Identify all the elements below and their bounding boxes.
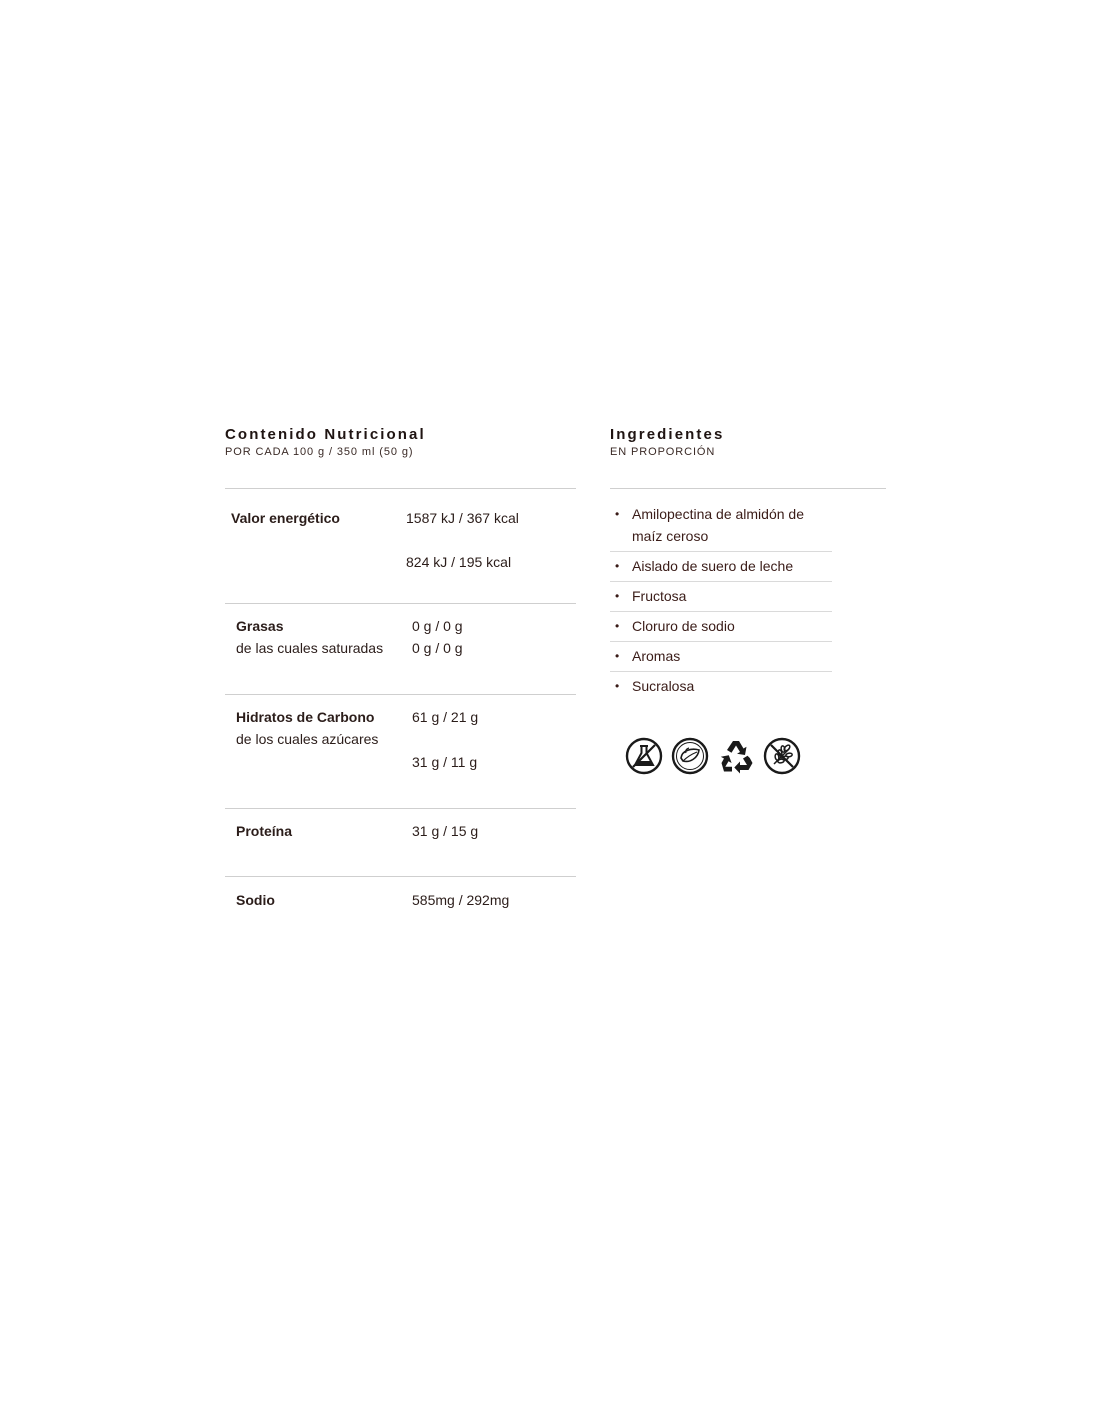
nutrition-label: Proteína: [236, 823, 293, 839]
gluten-free-icon: [762, 736, 802, 776]
ingredient-label: Aromas: [632, 648, 681, 664]
ingredients-title: Ingredientes: [610, 426, 725, 443]
ingredients-subtitle: EN PROPORCIÓN: [610, 446, 716, 458]
nutrition-section: [225, 426, 576, 908]
ingredient-label: Fructosa: [632, 588, 687, 604]
nutrition-row-protein: [225, 808, 576, 876]
nutrition-value: 585mg / 292mg: [412, 892, 510, 908]
list-item: [610, 500, 832, 552]
nutrition-value: 1587 kJ / 367 kcal: [406, 510, 519, 526]
nutrition-row-carbs: [225, 694, 576, 808]
recycle-icon: [716, 736, 756, 776]
nutrition-label: Hidratos de Carbono: [236, 709, 375, 725]
ingredient-label: Sucralosa: [632, 678, 695, 694]
nutrition-title: Contenido Nutricional: [225, 426, 426, 443]
nutrition-row-sodium: [225, 876, 576, 926]
nutrition-sublabel: de las cuales saturadas: [236, 640, 384, 656]
nutrition-value: 0 g / 0 g: [412, 618, 463, 634]
nutrition-value: 61 g / 21 g: [412, 709, 479, 725]
nutrition-value: 31 g / 11 g: [412, 754, 478, 770]
list-item: [610, 582, 832, 612]
nutrition-subtitle: POR CADA 100 g / 350 ml (50 g): [225, 446, 414, 458]
ingredient-label: Amilopectina de almidón de maíz ceroso: [632, 506, 804, 544]
vegan-leaf-icon: [670, 736, 710, 776]
bullet-icon: •: [615, 649, 620, 663]
divider: [610, 488, 886, 489]
bullet-icon: •: [615, 619, 620, 633]
nutrition-row-fat: [225, 603, 576, 694]
list-item: [610, 672, 832, 701]
nutrition-value: 824 kJ / 195 kcal: [406, 554, 512, 570]
ingredient-label: Cloruro de sodio: [632, 618, 735, 634]
nutrition-label: Sodio: [236, 892, 275, 908]
list-item: [610, 612, 832, 642]
bullet-icon: •: [615, 589, 620, 603]
bullet-icon: •: [615, 507, 620, 521]
nutrition-value: 31 g / 15 g: [412, 823, 479, 839]
bullet-icon: •: [615, 559, 620, 573]
no-chemicals-icon: [624, 736, 664, 776]
nutrition-label: Valor energético: [231, 510, 340, 526]
bullet-icon: •: [615, 679, 620, 693]
nutrition-row-energy: [225, 488, 576, 603]
list-item: [610, 552, 832, 582]
nutrition-value: 0 g / 0 g: [412, 640, 463, 656]
nutrition-label: Grasas: [236, 618, 284, 634]
ingredient-label: Aislado de suero de leche: [632, 558, 794, 574]
badge-row: [624, 736, 802, 776]
nutrition-sublabel: de los cuales azúcares: [236, 731, 379, 747]
ingredient-list: [610, 500, 832, 701]
ingredients-section: [610, 426, 886, 694]
list-item: [610, 642, 832, 672]
